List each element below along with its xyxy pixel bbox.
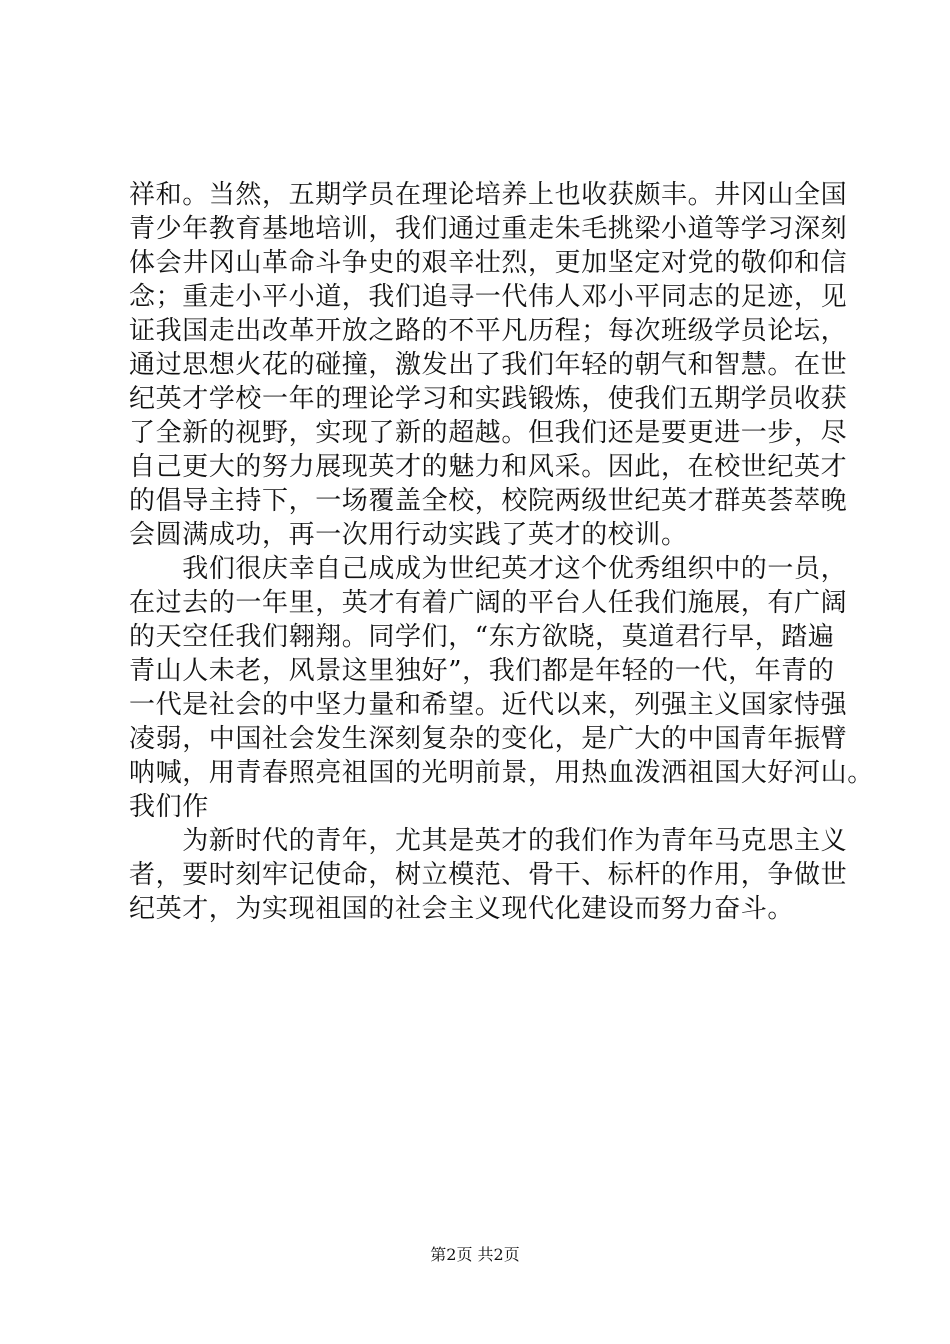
body-text-line: 呐喊，用青春照亮祖国的光明前景，用热血泼洒祖国大好河山。 <box>129 758 874 788</box>
body-text-line: 念；重走小平小道，我们追寻一代伟人邓小平同志的足迹，见 <box>129 282 848 312</box>
body-text-line: 体会井冈山革命斗争史的艰辛壮烈，更加坚定对党的敬仰和信 <box>129 248 848 278</box>
body-text-line: 在过去的一年里，英才有着广阔的平台人任我们施展，有广阔 <box>129 588 848 618</box>
body-text-line: 一代是社会的中坚力量和希望。近代以来，列强主义国家恃强 <box>129 690 848 720</box>
body-text-line: 青少年教育基地培训，我们通过重走朱毛挑梁小道等学习深刻 <box>129 214 848 244</box>
body-text-line: 青山人未老，风景这里独好”，我们都是年轻的一代，年青的 <box>129 656 835 686</box>
body-text-line: 凌弱，中国社会发生深刻复杂的变化，是广大的中国青年振臂 <box>129 724 848 754</box>
body-text-line: 我们很庆幸自己成成为世纪英才这个优秀组织中的一员， <box>129 554 848 584</box>
body-text-line: 者，要时刻牢记使命，树立模范、骨干、标杆的作用，争做世 <box>129 860 848 890</box>
body-text-line: 了全新的视野，实现了新的超越。但我们还是要更进一步，尽 <box>129 418 848 448</box>
body-text-line: 我们作 <box>129 792 209 822</box>
body-text-line: 通过思想火花的碰撞，激发出了我们年轻的朝气和智慧。在世 <box>129 350 848 380</box>
body-text-line: 证我国走出改革开放之路的不平凡历程；每次班级学员论坛， <box>129 316 848 346</box>
page-footer: 第2页 共2页 <box>430 1245 520 1264</box>
body-text-line: 的天空任我们翱翔。同学们，“东方欲晓，莫道君行早，踏遍 <box>129 622 835 652</box>
body-text-line: 会圆满成功，再一次用行动实践了英才的校训。 <box>129 520 688 550</box>
body-text-line: 自己更大的努力展现英才的魅力和风采。因此，在校世纪英才 <box>129 452 848 482</box>
body-text-line: 为新时代的青年，尤其是英才的我们作为青年马克思主义 <box>129 826 848 856</box>
body-text-line: 的倡导主持下，一场覆盖全校，校院两级世纪英才群英荟萃晚 <box>129 486 848 516</box>
body-text-line: 纪英才学校一年的理论学习和实践锻炼，使我们五期学员收获 <box>129 384 848 414</box>
body-text-line: 祥和。当然，五期学员在理论培养上也收获颇丰。井冈山全国 <box>129 180 848 210</box>
body-text-line: 纪英才，为实现祖国的社会主义现代化建设而努力奋斗。 <box>129 894 795 924</box>
